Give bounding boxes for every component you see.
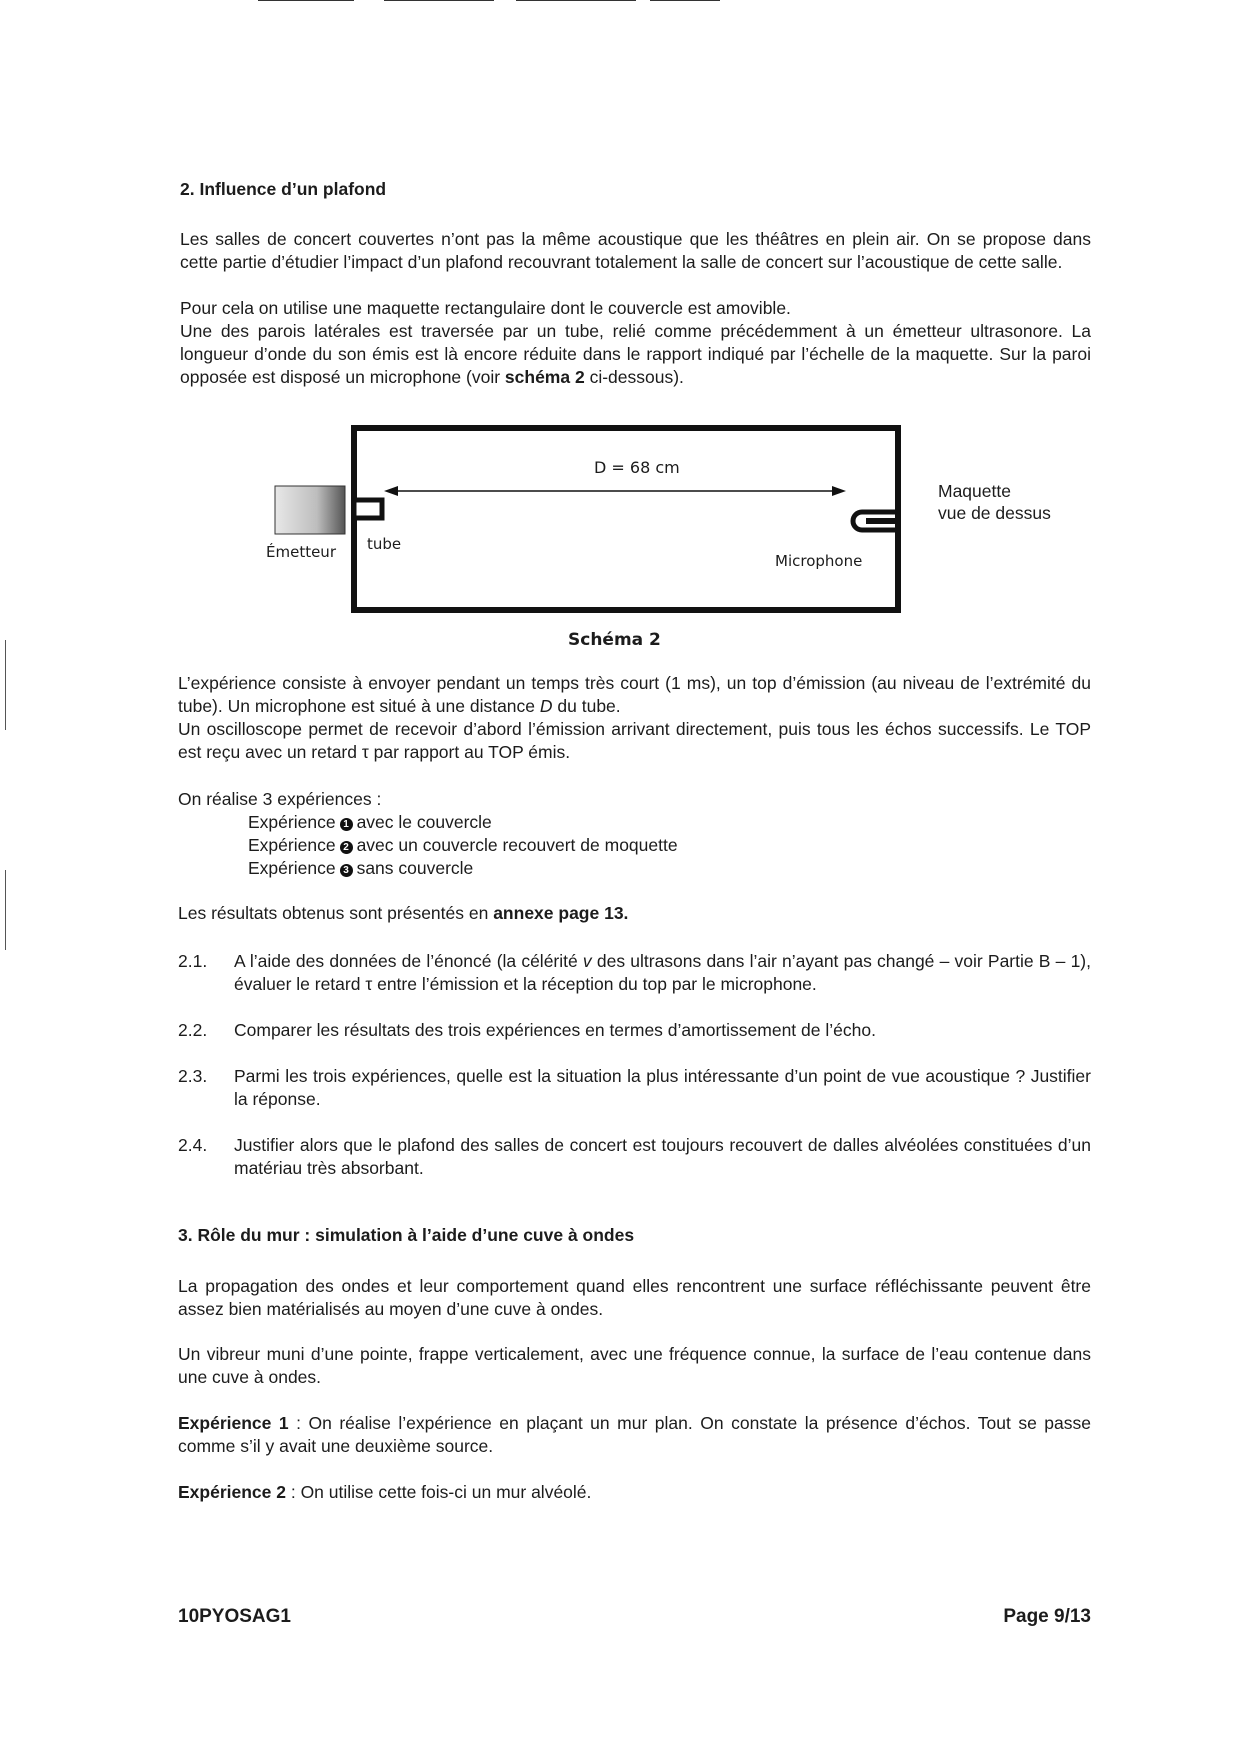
tube-label: tube — [367, 535, 402, 553]
experiment-paragraph-1 — [178, 672, 1091, 718]
question-text: Justifier alors que le plafond des salles de concert est toujours recouvert de dalles alvéolées constituées d’un matériau très absorbant. — [234, 1135, 1091, 1178]
question-text: Parmi les trois expériences, quelle est la situation la plus intéressante d’un point de vue acoustique ? Justifier la réponse. — [234, 1066, 1091, 1109]
scan-margin-mark-2 — [5, 870, 6, 950]
experiment-item-text: sans couvercle — [356, 858, 474, 878]
annex-reference: annexe page 13. — [493, 903, 629, 923]
paragraph-3-end: ci-dessous). — [584, 367, 684, 387]
question-number: 2.3. — [178, 1066, 208, 1086]
experiment-item-prefix: Expérience — [248, 858, 336, 878]
experience-1-paragraph — [178, 1412, 1091, 1458]
question-text: A l’aide des données de l’énoncé (la célérité v des ultrasons dans l’air n’ayant pas changé – voir Partie B – 1), évaluer le retard τ entre l’émission et la réception du top par le microphone. — [234, 951, 1091, 994]
experiment-text-a: L’expérience consiste à envoyer pendant un temps très court (1 ms), un top d’émission (au niveau de l’extrémité du tube). Un microphone est situé à une distance — [178, 673, 1091, 716]
experiment-item-prefix: Expérience — [248, 835, 336, 855]
number-2-badge: 2 — [340, 841, 353, 854]
experience-2-label: Expérience 2 — [178, 1482, 286, 1502]
experience-1-text: : On réalise l’expérience en plaçant un mur plan. On constate la présence d’échos. Tout se passe comme s’il y avait une deuxième source. — [178, 1413, 1091, 1456]
tube-shape — [354, 500, 382, 518]
side-label-top-view: vue de dessus — [938, 503, 1051, 523]
footer-page-number: Page 9/13 — [1003, 1606, 1091, 1627]
section-2-heading: 2. Influence d’un plafond — [180, 179, 387, 199]
question-number: 2.1. — [178, 951, 208, 971]
results-line — [178, 902, 628, 925]
schema-caption: Schéma 2 — [568, 630, 661, 650]
experiment-paragraph-2: Un oscilloscope permet de recevoir d’abord l’émission arrivant directement, puis tous les échos successifs. Le TOP est reçu avec un retard τ par rapport au TOP émis. — [178, 719, 1091, 762]
question-2-3 — [178, 1065, 1091, 1111]
question-number: 2.2. — [178, 1020, 208, 1040]
experiments-intro: On réalise 3 expériences : — [178, 789, 382, 809]
experiment-item-text: avec le couvercle — [356, 812, 492, 832]
experience-2-text: : On utilise cette fois-ci un mur alvéolé. — [285, 1482, 592, 1502]
experience-1-label: Expérience 1 — [178, 1413, 289, 1433]
distance-arrow-right-head — [832, 486, 846, 496]
experiment-item-3 — [248, 857, 678, 880]
footer-document-code: 10PYOSAG1 — [178, 1606, 291, 1627]
question-number: 2.4. — [178, 1135, 208, 1155]
experiment-text-b: du tube. — [552, 696, 621, 716]
section-3-paragraph-1: La propagation des ondes et leur comportement quand elles rencontrent une surface réfléchissante peuvent être assez bien matérialisés au moyen d’une cuve à ondes. — [178, 1276, 1091, 1319]
section-2-paragraph-1: Les salles de concert couvertes n’ont pas la même acoustique que les théâtres en plein air. On se propose dans cette partie d’étudier l’impact d’un plafond recouvrant totalement la salle de concert sur l’acoustique de cette salle. — [180, 229, 1091, 272]
section-2-paragraph-2: Pour cela on utilise une maquette rectangulaire dont le couvercle est amovible. — [180, 298, 791, 318]
emitter-block — [275, 486, 345, 534]
experiment-item-prefix: Expérience — [248, 812, 336, 832]
side-label-model: Maquette — [938, 481, 1011, 501]
question-2-2 — [178, 1019, 1091, 1042]
microphone-label: Microphone — [775, 552, 863, 570]
experiment-item-text: avec un couvercle recouvert de moquette — [356, 835, 678, 855]
schema-2-diagram — [0, 0, 1246, 660]
schema-2-reference: schéma 2 — [504, 367, 585, 387]
distance-variable: D — [539, 696, 553, 716]
results-text: Les résultats obtenus sont présentés en — [178, 903, 494, 923]
paragraph-3-text: Une des parois latérales est traversée par un tube, relié comme précédemment à un émetteur ultrasonore. La longueur d’onde du son émis est là encore réduite dans le rapport indiqué par l’échelle de la maquette. Sur la paroi opposée est disposé un microphone (voir — [180, 321, 1091, 387]
experiment-item-1 — [248, 811, 678, 834]
distance-arrow-left-head — [384, 486, 398, 496]
experience-2-paragraph — [178, 1481, 1091, 1504]
section-3-heading: 3. Rôle du mur : simulation à l’aide d’une cuve à ondes — [178, 1225, 635, 1245]
experiments-list — [248, 811, 678, 880]
section-3-paragraph-2: Un vibreur muni d’une pointe, frappe verticalement, avec une fréquence connue, la surface de l’eau contenue dans une cuve à ondes. — [178, 1344, 1091, 1387]
question-text: Comparer les résultats des trois expériences en termes d’amortissement de l’écho. — [234, 1020, 876, 1040]
experiment-item-2 — [248, 834, 678, 857]
emitter-label: Émetteur — [266, 543, 336, 561]
number-3-badge: 3 — [340, 864, 353, 877]
number-1-badge: 1 — [340, 818, 353, 831]
distance-label: D = 68 cm — [594, 458, 680, 477]
question-2-1 — [178, 950, 1091, 996]
question-2-4 — [178, 1134, 1091, 1180]
